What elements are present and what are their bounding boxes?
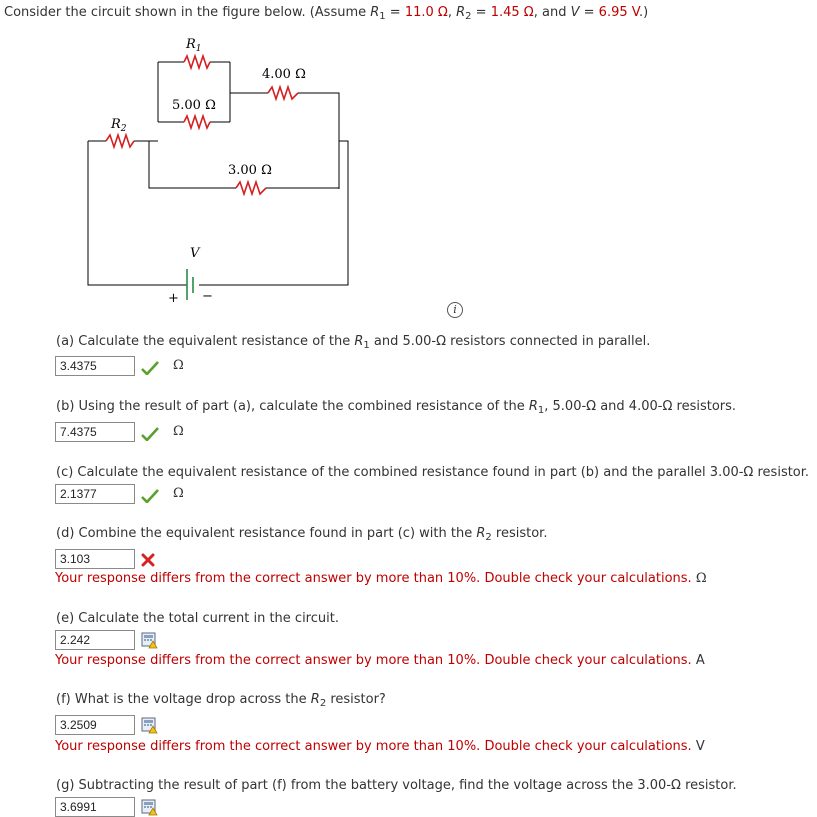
label-r5: 5.00 Ω [172, 98, 216, 113]
part-e-feedback: Your response differs from the correct answer by more than 10%. Double check your calculations. A [55, 653, 705, 668]
label-r2: $R_2$ [111, 117, 127, 134]
part-b-unit: Ω [173, 424, 184, 439]
label-r1: $R_1$ [186, 37, 202, 54]
label-minus: − [202, 289, 213, 304]
part-e-prompt: (e) Calculate the total current in the circuit. [56, 611, 339, 626]
part-b-prompt: (b) Using the result of part (a), calculate the combined resistance of the $R_1$, 5.00-Ω and 4.00-Ω resistors. [56, 399, 737, 416]
part-c-unit: Ω [173, 486, 184, 501]
r2-resistor [106, 135, 134, 147]
part-f-feedback: Your response differs from the correct answer by more than 10%. Double check your calculations. V [55, 739, 705, 754]
part-f-prompt: (f) What is the voltage drop across the $R_2$ resistor? [56, 692, 386, 709]
r2-value: 1.45 Ω [490, 5, 534, 20]
question-intro: Consider the circuit shown in the figure below. (Assume $R_1 = 11.0$ Ω, $R_2 = 1.45$ Ω, and V = 6.95 V.) [4, 5, 649, 22]
check-icon [141, 427, 159, 441]
part-e-answer-input[interactable]: 2.242 [55, 630, 135, 650]
v-value: 6.95 V [598, 5, 639, 20]
r3-resistor [236, 182, 266, 194]
circuit-diagram [0, 0, 817, 320]
label-plus: + [168, 291, 179, 306]
part-g-prompt: (g) Subtracting the result of part (f) from the battery voltage, find the voltage across the 3.00-Ω resistor. [56, 778, 737, 793]
r5-resistor [184, 116, 210, 128]
label-r3: 3.00 Ω [228, 163, 272, 178]
part-f-answer-input[interactable]: 3.2509 [55, 715, 135, 735]
info-icon[interactable]: i [447, 302, 463, 318]
circuit-wires [88, 62, 348, 285]
r1-value: 11.0 Ω [404, 5, 448, 20]
part-c-prompt: (c) Calculate the equivalent resistance of the combined resistance found in part (b) and the parallel 3.00-Ω resistor. [56, 465, 810, 480]
check-icon [141, 489, 159, 503]
cross-icon [141, 553, 155, 567]
part-d-feedback: Your response differs from the correct answer by more than 10%. Double check your calculations. Ω [55, 571, 707, 586]
hint-icon [141, 799, 158, 816]
label-battery-v: V [190, 246, 200, 261]
r4-resistor [268, 87, 298, 99]
hint-icon [141, 717, 158, 734]
part-c-answer-input[interactable]: 2.1377 [55, 484, 135, 504]
check-icon [141, 361, 159, 375]
part-a-unit: Ω [173, 358, 184, 373]
label-r4: 4.00 Ω [262, 67, 306, 82]
battery [187, 269, 193, 300]
part-d-answer-input[interactable]: 3.103 [55, 549, 135, 569]
part-a-answer-input[interactable]: 3.4375 [55, 356, 135, 376]
part-a-prompt: (a) Calculate the equivalent resistance of the $R_1$ and 5.00-Ω resistors connected in parallel. [56, 334, 651, 351]
part-g-answer-input[interactable]: 3.6991 [55, 797, 135, 817]
part-d-prompt: (d) Combine the equivalent resistance found in part (c) with the $R_2$ resistor. [56, 526, 548, 543]
part-b-answer-input[interactable]: 7.4375 [55, 422, 135, 442]
r1-resistor [184, 56, 210, 68]
hint-icon [141, 632, 158, 649]
